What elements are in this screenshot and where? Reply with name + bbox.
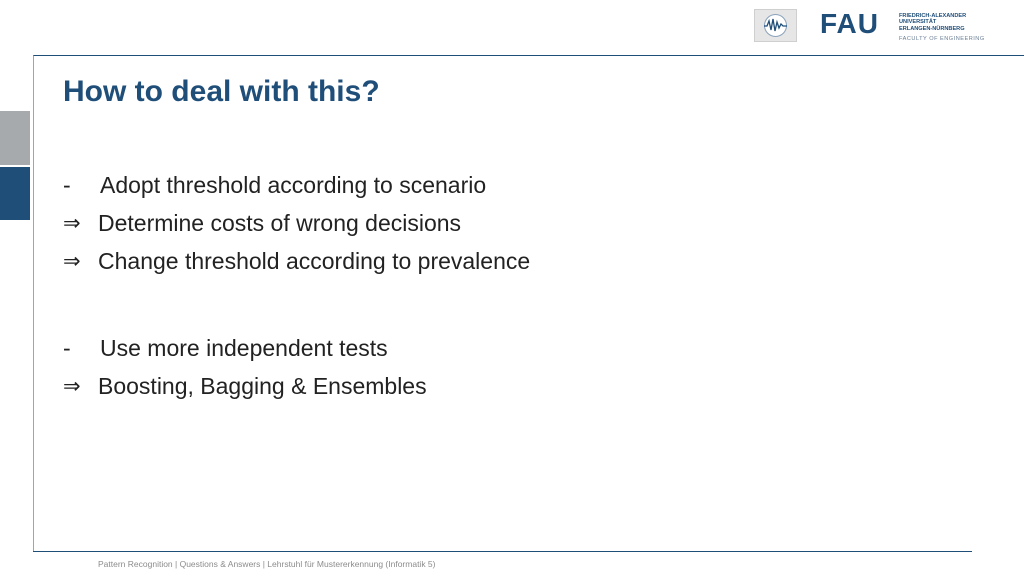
bullet-text: Boosting, Bagging & Ensembles <box>98 373 427 399</box>
fau-faculty: FACULTY OF ENGINEERING <box>899 36 985 42</box>
implies-arrow-icon: ⇒ <box>63 249 81 273</box>
bullet-text: Change threshold according to prevalence <box>98 248 531 274</box>
bullet-text: Use more independent tests <box>100 335 388 361</box>
fau-logo <box>820 9 990 45</box>
bullet-text: Adopt threshold according to scenario <box>100 172 487 198</box>
slide-footer: Pattern Recognition | Questions & Answers | Lehrstuhl für Mustererkennung (Informatik 5) <box>98 559 436 569</box>
fau-name-line: UNIVERSITÄT <box>899 19 937 26</box>
fau-name-line: ERLANGEN-NÜRNBERG <box>899 25 965 32</box>
fau-logo-name <box>899 13 966 32</box>
accent-bar-blue <box>0 167 30 220</box>
implies-arrow-icon: ⇒ <box>63 211 81 235</box>
dash-marker: - <box>63 335 71 361</box>
accent-bar-grey <box>0 111 30 165</box>
dash-marker: - <box>63 172 71 198</box>
signal-wave-icon <box>755 10 796 41</box>
fau-logo-mark: FAU <box>820 8 879 39</box>
content-frame <box>33 55 1024 552</box>
slide-title: How to deal with this? <box>63 75 380 108</box>
fau-name-line: FRIEDRICH-ALEXANDER <box>899 13 967 19</box>
bullet-text: Determine costs of wrong decisions <box>98 210 462 236</box>
lab-logo <box>754 9 797 42</box>
implies-arrow-icon: ⇒ <box>63 374 81 398</box>
footer-divider <box>33 551 972 552</box>
